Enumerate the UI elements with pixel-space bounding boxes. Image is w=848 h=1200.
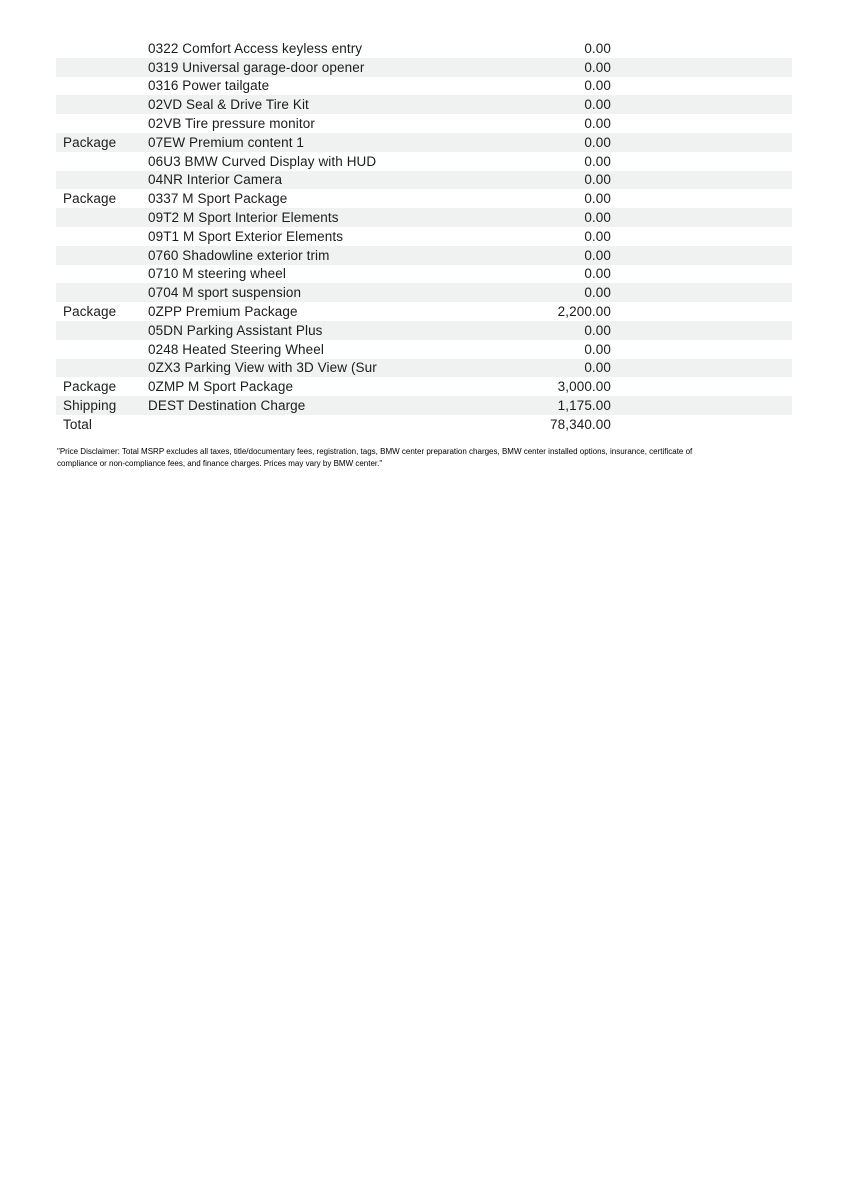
option-row bbox=[56, 283, 792, 302]
row-description: 0760 Shadowline exterior trim bbox=[148, 247, 330, 263]
row-description: 05DN Parking Assistant Plus bbox=[148, 322, 323, 338]
price-disclaimer bbox=[57, 446, 797, 469]
row-description: 02VB Tire pressure monitor bbox=[148, 116, 315, 132]
row-price: 0.00 bbox=[584, 78, 611, 94]
row-price: 0.00 bbox=[584, 247, 611, 263]
option-row bbox=[56, 302, 792, 321]
row-category: Package bbox=[63, 304, 117, 320]
row-description: 09T1 M Sport Exterior Elements bbox=[148, 228, 344, 244]
option-row bbox=[56, 246, 792, 265]
row-description: 02VD Seal & Drive Tire Kit bbox=[148, 97, 309, 113]
option-row bbox=[56, 321, 792, 340]
row-price: 0.00 bbox=[584, 322, 611, 338]
row-category: Package bbox=[63, 379, 117, 395]
row-description: 0704 M sport suspension bbox=[148, 285, 302, 301]
option-row bbox=[56, 171, 792, 190]
row-price: 0.00 bbox=[584, 116, 611, 132]
row-category: Shipping bbox=[63, 398, 117, 414]
option-row bbox=[56, 114, 792, 133]
row-price: 1,175.00 bbox=[557, 398, 611, 414]
disclaimer-line-2: compliance or non-compliance fees, and finance charges. Prices may vary by BMW center." bbox=[57, 458, 383, 468]
option-row bbox=[56, 39, 792, 58]
option-row bbox=[56, 208, 792, 227]
row-category: Package bbox=[63, 134, 117, 150]
row-price: 78,340.00 bbox=[550, 416, 611, 432]
row-description: 07EW Premium content 1 bbox=[148, 134, 305, 150]
option-row bbox=[56, 415, 792, 434]
disclaimer-line-1: "Price Disclaimer: Total MSRP excludes all taxes, title/documentary fees, registration, tags, BMW center preparation charges, BMW center installed options, insurance, certificate of bbox=[57, 447, 693, 456]
row-price: 0.00 bbox=[584, 172, 611, 188]
row-description: 09T2 M Sport Interior Elements bbox=[148, 210, 339, 226]
row-price: 0.00 bbox=[584, 341, 611, 357]
row-description: 0ZX3 Parking View with 3D View (Sur bbox=[148, 360, 377, 376]
row-price: 2,200.00 bbox=[557, 304, 611, 320]
row-description: 04NR Interior Camera bbox=[148, 172, 283, 188]
option-row bbox=[56, 133, 792, 152]
row-price: 0.00 bbox=[584, 40, 611, 56]
row-description: 0710 M steering wheel bbox=[148, 266, 286, 282]
option-row bbox=[56, 377, 792, 396]
row-price: 0.00 bbox=[584, 134, 611, 150]
row-price: 0.00 bbox=[584, 228, 611, 244]
option-row bbox=[56, 227, 792, 246]
row-price: 0.00 bbox=[584, 360, 611, 376]
option-row bbox=[56, 152, 792, 171]
row-description: 06U3 BMW Curved Display with HUD bbox=[148, 153, 377, 169]
vehicle-options-table bbox=[56, 39, 792, 434]
row-description: 0316 Power tailgate bbox=[148, 78, 270, 94]
option-row bbox=[56, 58, 792, 77]
row-price: 0.00 bbox=[584, 153, 611, 169]
row-description: 0322 Comfort Access keyless entry bbox=[148, 40, 363, 56]
option-row bbox=[56, 359, 792, 378]
option-row bbox=[56, 396, 792, 415]
option-row bbox=[56, 265, 792, 284]
row-description: 0ZPP Premium Package bbox=[148, 304, 298, 320]
row-description: 0248 Heated Steering Wheel bbox=[148, 341, 324, 357]
row-price: 0.00 bbox=[584, 210, 611, 226]
row-price: 0.00 bbox=[584, 191, 611, 207]
row-price: 0.00 bbox=[584, 285, 611, 301]
row-category: Package bbox=[63, 191, 117, 207]
row-price: 0.00 bbox=[584, 266, 611, 282]
row-price: 0.00 bbox=[584, 59, 611, 75]
row-price: 0.00 bbox=[584, 97, 611, 113]
option-row bbox=[56, 77, 792, 96]
row-description: 0337 M Sport Package bbox=[148, 191, 288, 207]
option-row bbox=[56, 340, 792, 359]
row-description: 0319 Universal garage-door opener bbox=[148, 59, 365, 75]
option-row bbox=[56, 189, 792, 208]
option-row bbox=[56, 95, 792, 114]
row-description: 0ZMP M Sport Package bbox=[148, 379, 294, 395]
row-price: 3,000.00 bbox=[557, 379, 611, 395]
row-description: DEST Destination Charge bbox=[148, 398, 306, 414]
row-category: Total bbox=[63, 416, 93, 432]
